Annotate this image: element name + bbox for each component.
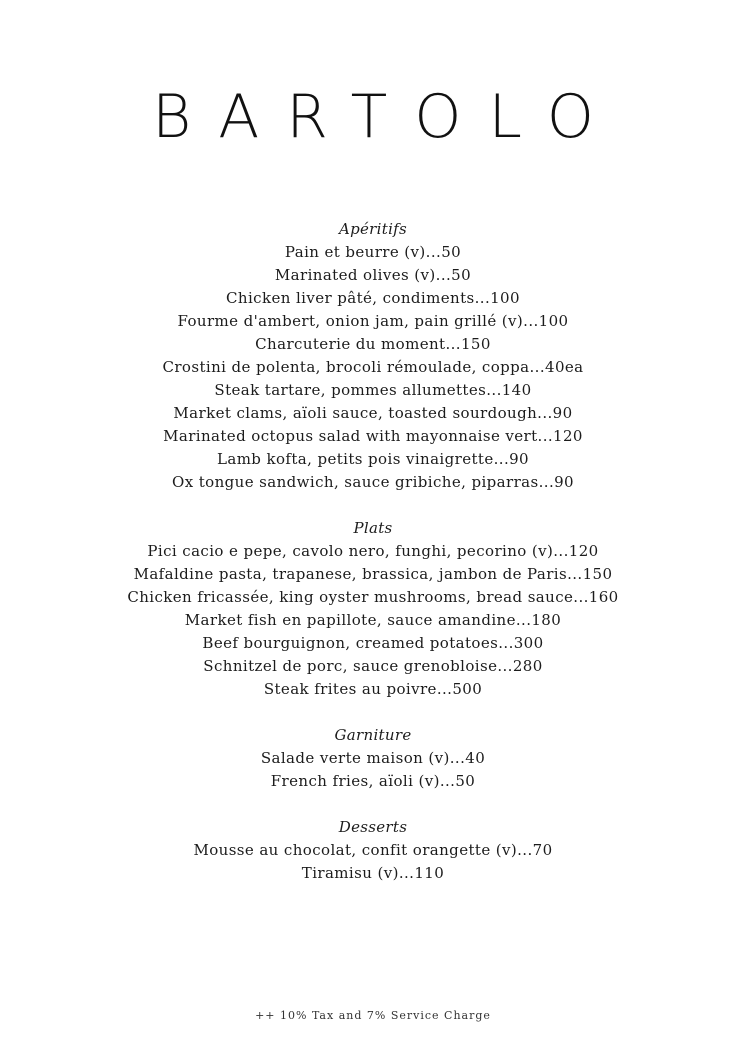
- menu-item: Chicken fricassée, king oyster mushrooms, bread sauce...160: [127, 588, 619, 606]
- menu-item: Fourme d'ambert, onion jam, pain grillé (v)...100: [177, 312, 569, 330]
- section-desserts: [0, 816, 746, 885]
- menu-item: Ox tongue sandwich, sauce gribiche, piparras...90: [172, 473, 574, 491]
- section-plats: [0, 517, 746, 701]
- restaurant-name: BARTOLO: [151, 82, 622, 152]
- menu-item: Mafaldine pasta, trapanese, brassica, jambon de Paris...150: [133, 565, 613, 583]
- menu: [0, 218, 746, 908]
- tax-note: ++ 10% Tax and 7% Service Charge: [255, 1009, 491, 1022]
- section-aperitifs: [0, 218, 746, 494]
- menu-item: Pici cacio e pepe, cavolo nero, funghi, pecorino (v)...120: [147, 542, 599, 560]
- section-title: Garniture: [334, 726, 412, 744]
- menu-item: Market clams, aïoli sauce, toasted sourdough...90: [173, 404, 573, 422]
- menu-item: Marinated olives (v)...50: [274, 266, 472, 284]
- menu-item: Steak frites au poivre...500: [263, 680, 483, 698]
- menu-item: Marinated octopus salad with mayonnaise vert...120: [163, 427, 583, 445]
- menu-item: Crostini de polenta, brocoli rémoulade, coppa...40ea: [162, 358, 584, 376]
- menu-item: Salade verte maison (v)...40: [260, 749, 486, 767]
- section-title: Desserts: [338, 818, 408, 836]
- menu-item: French fries, aïoli (v)...50: [270, 772, 476, 790]
- menu-item: Charcuterie du moment...150: [255, 335, 491, 353]
- menu-item: Lamb kofta, petits pois vinaigrette...90: [216, 450, 529, 468]
- menu-item: Mousse au chocolat, confit orangette (v)...70: [193, 841, 553, 859]
- section-title: Plats: [353, 519, 393, 537]
- menu-item: Schnitzel de porc, sauce grenobloise...280: [203, 657, 543, 675]
- menu-item: Beef bourguignon, creamed potatoes...300: [202, 634, 544, 652]
- menu-item: Market fish en papillote, sauce amandine...180: [184, 611, 562, 629]
- section-title: Apéritifs: [338, 220, 408, 238]
- menu-item: Tiramisu (v)...110: [301, 864, 445, 882]
- menu-item: Steak tartare, pommes allumettes...140: [214, 381, 532, 399]
- menu-item: Pain et beurre (v)...50: [284, 243, 462, 261]
- section-garniture: [0, 724, 746, 793]
- menu-item: Chicken liver pâté, condiments...100: [226, 289, 520, 307]
